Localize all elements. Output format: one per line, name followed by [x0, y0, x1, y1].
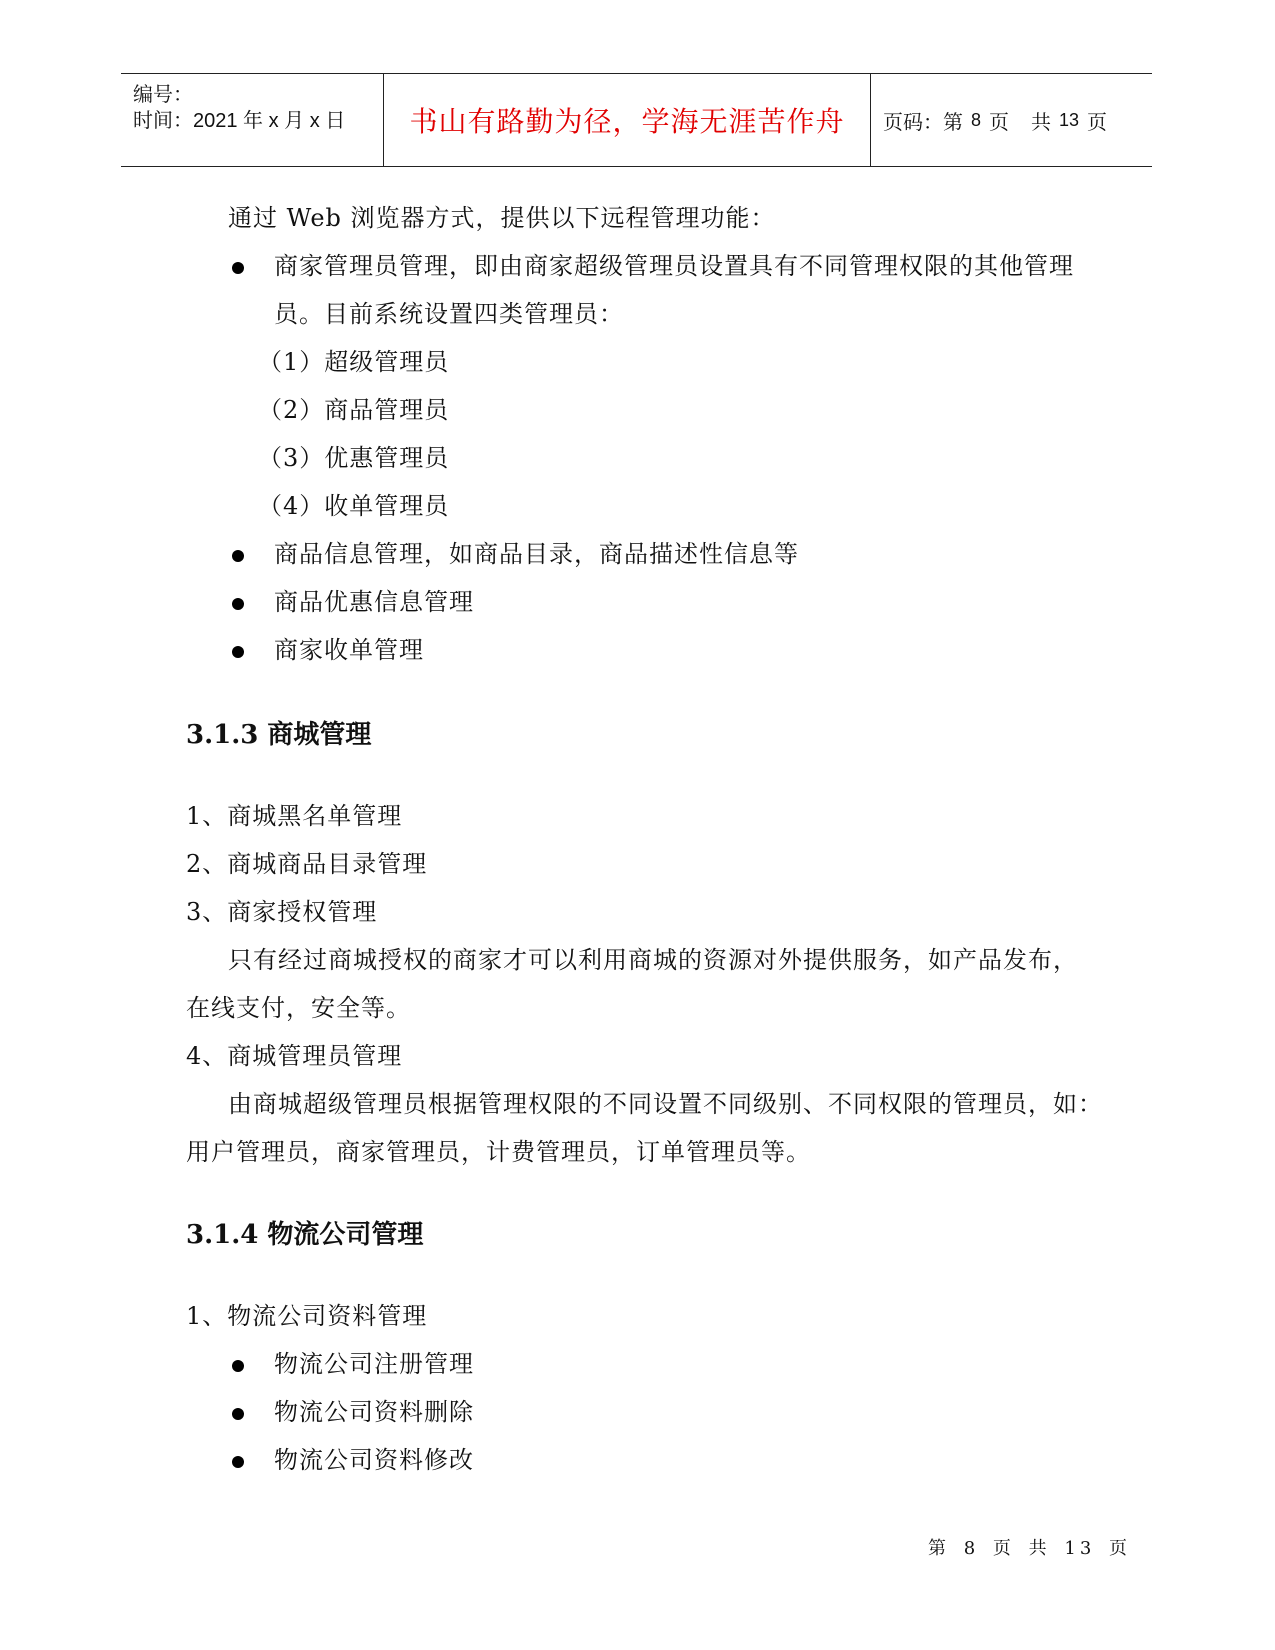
bullet-icon [232, 262, 244, 274]
mall-item-1: 1、商城黑名单管理 [186, 802, 403, 830]
mall-item-2: 2、商城商品目录管理 [186, 850, 428, 878]
page-footer [928, 1534, 1135, 1560]
admin-paragraph-line1: 由商城超级管理员根据管理权限的不同设置不同级别、不同权限的管理员，如： [228, 1090, 1103, 1118]
page-mid: 页 [989, 111, 1010, 134]
footer-gong: 共 [1028, 1538, 1051, 1559]
bullet-text-line2: 员。目前系统设置四类管理员： [274, 300, 624, 328]
bullet-icon [232, 1408, 244, 1420]
page-current: 8 [971, 109, 982, 130]
logistics-bullet: 物流公司资料删除 [274, 1398, 474, 1426]
intro-paragraph: 通过 Web 浏览器方式，提供以下远程管理功能： [228, 204, 776, 232]
bullet-text-line1: 商家管理员管理，即由商家超级管理员设置具有不同管理权限的其他管理 [274, 252, 1074, 280]
bullet-text: 商品优惠信息管理 [274, 588, 474, 616]
logistics-bullet: 物流公司资料修改 [274, 1446, 474, 1474]
bullet-icon [232, 1360, 244, 1372]
admin-paragraph-line2: 用户管理员，商家管理员，计费管理员，订单管理员等。 [186, 1138, 811, 1166]
auth-paragraph-line1: 只有经过商城授权的商家才可以利用商城的资源对外提供服务，如产品发布， [228, 946, 1078, 974]
footer-di: 第 [928, 1538, 950, 1559]
motto-text: 书山有路勤为径，学海无涯苦作舟 [409, 105, 845, 138]
mall-item-4: 4、商城管理员管理 [186, 1042, 403, 1070]
date-label: 时间：2021 年 x 月 x 日 [133, 110, 346, 132]
bullet-icon [232, 550, 244, 562]
page-end: 页 [1087, 111, 1108, 134]
serial-label: 编号： [133, 84, 193, 106]
mall-item-3: 3、商家授权管理 [186, 898, 378, 926]
page-total-label: 共 [1031, 111, 1052, 134]
header-meta-cell [121, 74, 384, 166]
logistics-bullet: 物流公司注册管理 [274, 1350, 474, 1378]
sub-item-1: （1）超级管理员 [258, 348, 450, 376]
section-heading-313: 3.1.3 商城管理 [186, 720, 372, 750]
header-motto-cell [384, 74, 871, 166]
bullet-icon [232, 1456, 244, 1468]
page-label: 页码：第 [883, 111, 963, 134]
bullet-icon [232, 598, 244, 610]
page-total: 13 [1059, 109, 1080, 130]
logistics-item-1: 1、物流公司资料管理 [186, 1302, 428, 1330]
bullet-icon [232, 646, 244, 658]
section-heading-314: 3.1.4 物流公司管理 [186, 1220, 424, 1250]
sub-item-3: （3）优惠管理员 [258, 444, 450, 472]
page-header [121, 73, 1152, 167]
sub-item-2: （2）商品管理员 [258, 396, 450, 424]
bullet-text: 商家收单管理 [274, 636, 424, 664]
auth-paragraph-line2: 在线支付，安全等。 [186, 994, 411, 1022]
footer-total: 13 [1064, 1538, 1096, 1559]
footer-ye: 页 [992, 1538, 1015, 1559]
header-page-cell [871, 74, 1152, 166]
footer-current: 8 [963, 1538, 980, 1559]
bullet-text: 商品信息管理，如商品目录，商品描述性信息等 [274, 540, 799, 568]
sub-item-4: （4）收单管理员 [258, 492, 450, 520]
footer-ye2: 页 [1109, 1538, 1132, 1559]
